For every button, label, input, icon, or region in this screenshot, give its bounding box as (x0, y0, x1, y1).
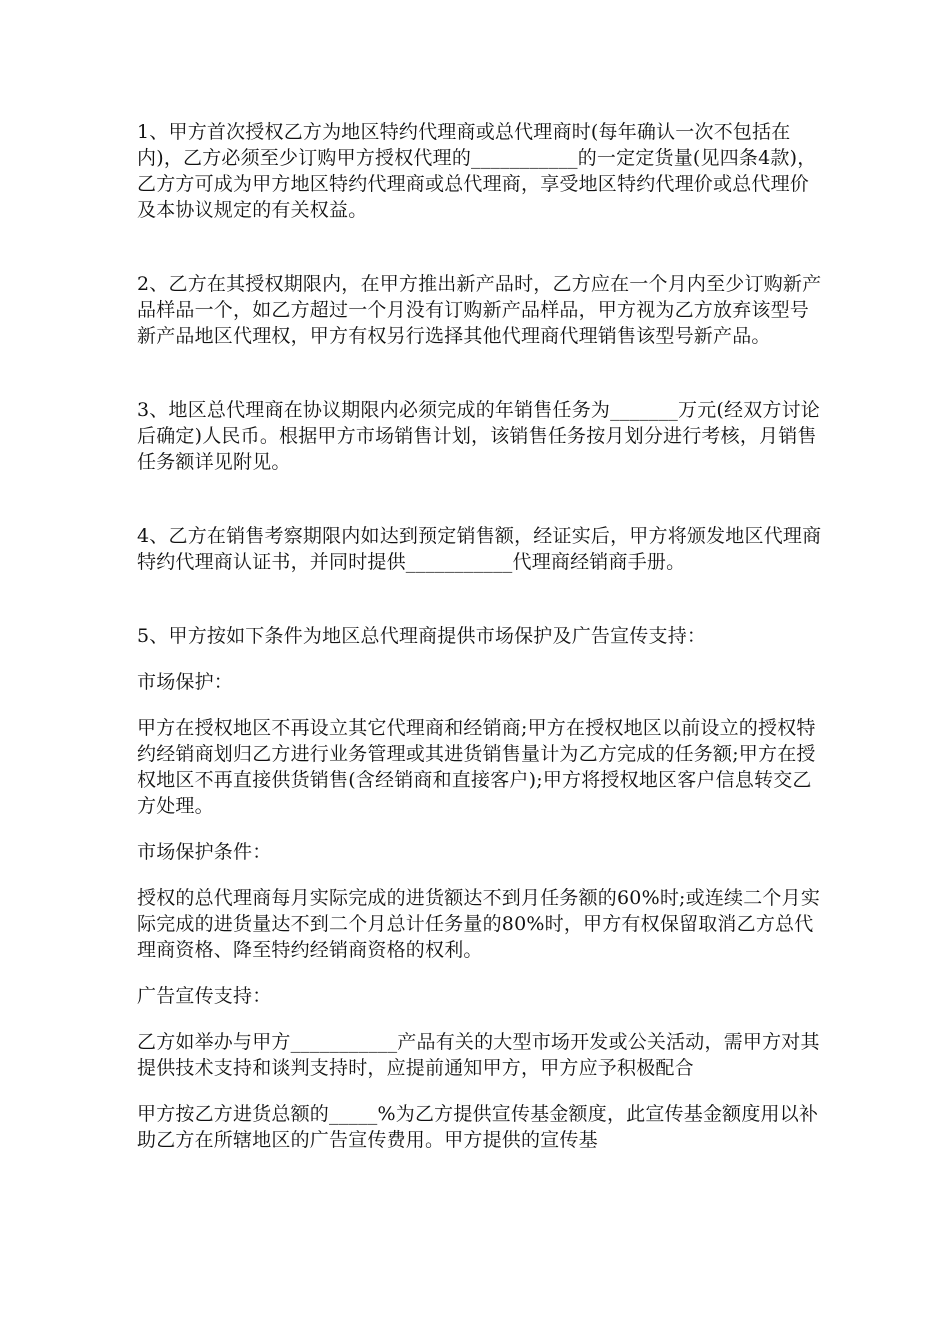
clause-3: 3、地区总代理商在协议期限内必须完成的年销售任务为_______万元(经双方讨论后确定)人民币。根据甲方市场销售计划，该销售任务按月划分进行考核，月销售任务额详见附见。 (137, 399, 821, 473)
advertising-support-text-1: 乙方如举办与甲方___________产品有关的大型市场开发或公关活动，需甲方对其提供技术支持和谈判支持时，应提前通知甲方，甲方应予积极配合 (137, 1031, 820, 1079)
market-protection-heading: 市场保护： (137, 671, 234, 693)
clause-2: 2、乙方在其授权期限内，在甲方推出新产品时，乙方应在一个月内至少订购新产品样品一个，如乙方超过一个月没有订购新产品样品，甲方视为乙方放弃该型号新产品地区代理权，甲方有权另行选择其他代理商代理销售该型号新产品。 (137, 273, 822, 347)
clause-5-intro: 5、甲方按如下条件为地区总代理商提供市场保护及广告宣传支持： (137, 625, 707, 647)
market-protection-text: 甲方在授权地区不再设立其它代理商和经销商;甲方在授权地区以前设立的授权特约经销商划归乙方进行业务管理或其进货销售量计为乙方完成的任务额;甲方在授权地区不再直接供货销售(含经销商和直接客户);甲方将授权地区客户信息转交乙方处理。 (137, 717, 816, 817)
advertising-support-heading: 广告宣传支持： (137, 985, 272, 1007)
market-protection-conditions-heading: 市场保护条件： (137, 841, 272, 863)
advertising-support-text-2: 甲方按乙方进货总额的_____%为乙方提供宣传基金额度，此宣传基金额度用以补助乙方在所辖地区的广告宣传费用。甲方提供的宣传基 (137, 1103, 819, 1151)
clause-4: 4、乙方在销售考察期限内如达到预定销售额，经证实后，甲方将颁发地区代理商特约代理商认证书，并同时提供___________代理商经销商手册。 (137, 525, 822, 573)
document-body (137, 119, 822, 1173)
market-protection-conditions-text: 授权的总代理商每月实际完成的进货额达不到月任务额的60%时;或连续二个月实际完成的进货量达不到二个月总计任务量的80%时，甲方有权保留取消乙方总代理商资格、降至特约经销商资格的权利。 (137, 887, 821, 961)
clause-1: 1、甲方首次授权乙方为地区特约代理商或总代理商时(每年确认一次不包括在内)，乙方必须至少订购甲方授权代理的___________的一定定货量(见四条4款)，乙方方可成为甲方地区特约代理商或总代理商，享受地区特约代理价或总代理价及本协议规定的有关权益。 (137, 121, 817, 221)
